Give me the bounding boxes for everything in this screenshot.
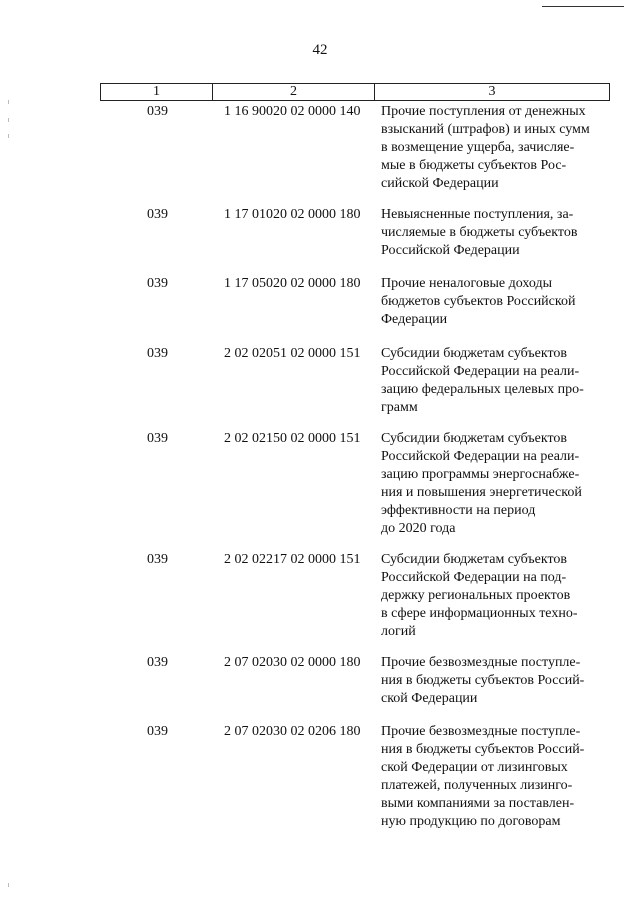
admin-code: 039 (147, 346, 168, 361)
margin-mark (8, 883, 9, 887)
margin-mark (8, 118, 9, 122)
admin-code: 039 (147, 724, 168, 739)
description: Прочие безвозмездные поступле- ния в бюджеты субъектов Россий- ской Федерации (381, 655, 585, 706)
description: Прочие неналоговые доходы бюджетов субъектов Российской Федерации (381, 276, 576, 327)
admin-code: 039 (147, 655, 168, 670)
top-rule (542, 6, 624, 7)
table-header (101, 83, 610, 101)
description: Субсидии бюджетам субъектов Российской Федерации на реали- зацию программы энергоснабже- ния и повышения энергетической эффективности на период до 2020 года (381, 431, 582, 536)
budget-code: 2 07 02030 02 0206 180 (224, 724, 361, 739)
margin-mark (8, 100, 9, 104)
budget-code: 2 07 02030 02 0000 180 (224, 655, 361, 670)
budget-code: 1 16 90020 02 0000 140 (224, 104, 361, 119)
budget-code: 2 02 02051 02 0000 151 (224, 346, 361, 361)
column-header-3: 3 (488, 84, 496, 99)
budget-code: 1 17 01020 02 0000 180 (224, 207, 361, 222)
budget-code: 2 02 02217 02 0000 151 (224, 552, 361, 567)
budget-code: 2 02 02150 02 0000 151 (224, 431, 361, 446)
margin-mark (8, 134, 9, 138)
page-number: 42 (312, 42, 328, 58)
header-divider (609, 83, 610, 101)
admin-code: 039 (147, 431, 168, 446)
description: Прочие поступления от денежных взысканий (штрафов) и иных сумм в возмещение ущерба, зачисляе- мые в бюджеты субъектов Рос- сийской Федерации (381, 104, 590, 191)
description: Прочие безвозмездные поступле- ния в бюджеты субъектов Россий- ской Федерации от лизинговых платежей, полученных лизинго- выми компаниями за поставлен- ную продукцию по договорам (381, 724, 585, 829)
description: Невыясненные поступления, за- числяемые в бюджеты субъектов Российской Федерации (381, 207, 578, 258)
admin-code: 039 (147, 552, 168, 567)
admin-code: 039 (147, 276, 168, 291)
admin-code: 039 (147, 207, 168, 222)
description: Субсидии бюджетам субъектов Российской Федерации на под- держку региональных проектов в сфере информационных техно- логий (381, 552, 578, 639)
admin-code: 039 (147, 104, 168, 119)
description: Субсидии бюджетам субъектов Российской Федерации на реали- зацию федеральных целевых про- грамм (381, 346, 584, 415)
column-header-1: 1 (153, 84, 160, 99)
budget-code: 1 17 05020 02 0000 180 (224, 276, 361, 291)
column-header-2: 2 (290, 84, 297, 99)
